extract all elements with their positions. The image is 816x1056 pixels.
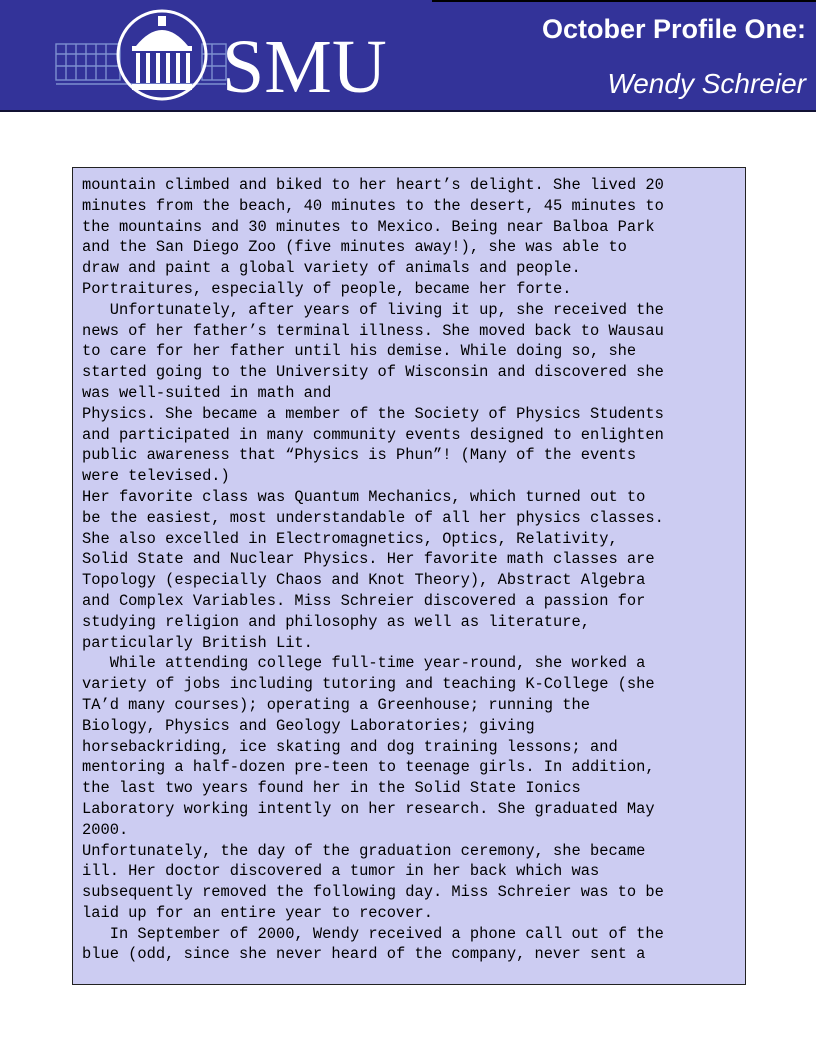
smu-logo: [52, 8, 392, 104]
article-line: news of her father’s terminal illness. She moved back to Wausau: [82, 321, 664, 340]
article-line: to care for her father until his demise. While doing so, she: [82, 342, 637, 361]
article-line: Unfortunately, after years of living it up, she received the: [82, 300, 664, 319]
article-line: laid up for an entire year to recover.: [82, 903, 433, 922]
article-text: [82, 175, 733, 965]
profile-title: October Profile One:: [541, 14, 806, 44]
article-line: Topology (especially Chaos and Knot Theory), Abstract Algebra: [82, 571, 646, 590]
article-line: be the easiest, most understandable of all her physics classes.: [82, 508, 664, 527]
article-line: the last two years found her in the Solid State Ionics: [82, 779, 581, 798]
article-line: ill. Her doctor discovered a tumor in her back which was: [82, 862, 600, 881]
article-line: was well-suited in math and: [82, 383, 332, 402]
article-line: studying religion and philosophy as well as literature,: [82, 612, 590, 631]
article-line: mountain climbed and biked to her heart’s delight. She lived 20: [82, 176, 664, 194]
article-line: Physics. She became a member of the Society of Physics Students: [82, 404, 664, 423]
article-line: horsebackriding, ice skating and dog training lessons; and: [82, 737, 618, 756]
article-line: particularly British Lit.: [82, 633, 313, 652]
logo-text: SMU: [222, 25, 387, 104]
article-line: public awareness that “Physics is Phun”! (Many of the events: [82, 446, 637, 465]
article-line: and Complex Variables. Miss Schreier discovered a passion for: [82, 591, 646, 610]
article-line: Biology, Physics and Geology Laboratories; giving: [82, 716, 535, 735]
article-line: variety of jobs including tutoring and teaching K-College (she: [82, 675, 655, 694]
article-line: Unfortunately, the day of the graduation ceremony, she became: [82, 841, 646, 860]
article-line: She also excelled in Electromagnetics, Optics, Relativity,: [82, 529, 618, 548]
article-line: and the San Diego Zoo (five minutes away!), she was able to: [82, 238, 627, 257]
article-line: minutes from the beach, 40 minutes to the desert, 45 minutes to: [82, 196, 664, 215]
article-line: draw and paint a global variety of animals and people.: [82, 259, 581, 278]
article-line: While attending college full-time year-round, she worked a: [82, 654, 646, 673]
profile-name: Wendy Schreier: [607, 68, 806, 99]
header-banner: [0, 0, 816, 112]
article-body: [72, 167, 746, 985]
article-line: Laboratory working intently on her research. She graduated May: [82, 799, 655, 818]
article-line: were televised.): [82, 467, 230, 486]
article-line: Portraitures, especially of people, became her forte.: [82, 279, 572, 298]
article-line: TA’d many courses); operating a Greenhouse; running the: [82, 695, 590, 714]
article-line: 2000.: [82, 820, 129, 839]
article-line: subsequently removed the following day. Miss Schreier was to be: [82, 883, 664, 902]
banner-top-rule: [432, 0, 816, 2]
article-line: the mountains and 30 minutes to Mexico. Being near Balboa Park: [82, 217, 655, 236]
article-line: and participated in many community events designed to enlighten: [82, 425, 664, 444]
article-line: Solid State and Nuclear Physics. Her favorite math classes are: [82, 550, 655, 569]
article-line: started going to the University of Wisconsin and discovered she: [82, 363, 664, 382]
dome-emblem-icon: [118, 11, 206, 99]
article-line: In September of 2000, Wendy received a phone call out of the: [82, 924, 664, 943]
article-line: blue (odd, since she never heard of the company, never sent a: [82, 945, 646, 964]
article-line: mentoring a half-dozen pre-teen to teenage girls. In addition,: [82, 758, 655, 777]
article-line: Her favorite class was Quantum Mechanics, which turned out to: [82, 487, 646, 506]
